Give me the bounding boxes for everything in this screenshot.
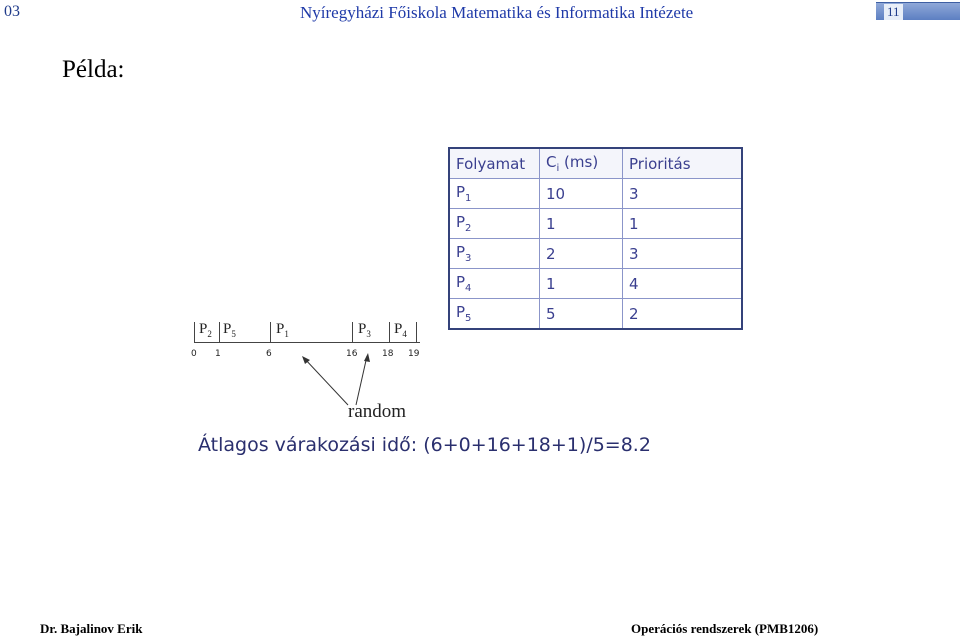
segment-letter: P xyxy=(199,321,208,337)
arrow-line-right xyxy=(356,356,367,405)
table-header-row xyxy=(449,148,742,179)
header-ci xyxy=(540,148,623,179)
table-row xyxy=(449,299,742,330)
process-letter: P xyxy=(456,183,466,201)
cell-priority: 2 xyxy=(623,299,743,330)
process-index: 2 xyxy=(465,223,472,234)
cell-process xyxy=(449,179,540,209)
cell-priority: 3 xyxy=(623,179,743,209)
arrow-line-left xyxy=(304,358,348,405)
cell-process xyxy=(449,209,540,239)
header-ci-unit: (ms) xyxy=(559,153,599,171)
header-ci-main: C xyxy=(546,153,557,171)
gantt-time-label: 6 xyxy=(266,349,272,359)
process-index: 4 xyxy=(465,283,472,294)
footer-author: Dr. Bajalinov Erik xyxy=(40,621,143,636)
gantt-tick xyxy=(219,322,220,342)
gantt-tick xyxy=(194,322,195,342)
cell-priority: 1 xyxy=(623,209,743,239)
process-table xyxy=(448,147,743,330)
cell-ci: 2 xyxy=(540,239,623,269)
header-ci-sub: i xyxy=(556,163,560,174)
segment-letter: P xyxy=(276,321,285,337)
gantt-segment-label xyxy=(276,321,289,339)
table-row xyxy=(449,209,742,239)
process-index: 1 xyxy=(465,193,472,204)
header-process: Folyamat xyxy=(449,148,540,179)
cell-process xyxy=(449,299,540,330)
process-letter: P xyxy=(456,213,466,231)
page-number-box xyxy=(876,2,960,20)
cell-ci: 10 xyxy=(540,179,623,209)
segment-index: 5 xyxy=(231,329,236,339)
process-index: 5 xyxy=(465,313,472,324)
header-title: Nyíregyházi Főiskola Matematika és Informatika Intézete xyxy=(300,3,694,22)
chapter-number: 03 xyxy=(4,3,20,20)
gantt-tick xyxy=(270,322,271,342)
gantt-segment-label xyxy=(358,321,371,339)
slide-heading: Példa: xyxy=(62,56,125,83)
average-waiting-time: Átlagos várakozási idő: (6+0+16+18+1)/5=8.2 xyxy=(198,434,651,456)
page-number: 11 xyxy=(884,4,903,20)
gantt-time-label: 19 xyxy=(408,349,420,359)
gantt-baseline xyxy=(194,342,420,343)
gantt-tick xyxy=(389,322,390,342)
cell-ci: 1 xyxy=(540,209,623,239)
gantt-segment-label xyxy=(223,321,236,339)
segment-letter: P xyxy=(358,321,367,337)
cell-ci: 1 xyxy=(540,269,623,299)
gantt-segment-label xyxy=(394,321,407,339)
cell-priority: 3 xyxy=(623,239,743,269)
segment-index: 2 xyxy=(207,329,212,339)
process-letter: P xyxy=(456,243,466,261)
gantt-time-label: 18 xyxy=(382,349,394,359)
segment-letter: P xyxy=(223,321,232,337)
table-row xyxy=(449,269,742,299)
segment-letter: P xyxy=(394,321,403,337)
cell-process xyxy=(449,269,540,299)
process-letter: P xyxy=(456,273,466,291)
cell-priority: 4 xyxy=(623,269,743,299)
process-letter: P xyxy=(456,303,466,321)
gantt-tick xyxy=(352,322,353,342)
table-row xyxy=(449,239,742,269)
gantt-time-label: 0 xyxy=(191,349,197,359)
segment-index: 4 xyxy=(402,329,407,339)
footer-course: Operációs rendszerek (PMB1206) xyxy=(631,621,819,636)
table-row xyxy=(449,179,742,209)
gantt-tick xyxy=(416,322,417,342)
gantt-time-label: 1 xyxy=(215,349,221,359)
random-annotation: random xyxy=(348,401,407,422)
process-index: 3 xyxy=(465,253,472,264)
gantt-time-label: 16 xyxy=(346,349,358,359)
cell-ci: 5 xyxy=(540,299,623,330)
segment-index: 1 xyxy=(284,329,289,339)
gantt-segment-label xyxy=(199,321,212,339)
arrow-head-right xyxy=(364,353,370,362)
header-priority: Prioritás xyxy=(623,148,743,179)
segment-index: 3 xyxy=(366,329,371,339)
cell-process xyxy=(449,239,540,269)
